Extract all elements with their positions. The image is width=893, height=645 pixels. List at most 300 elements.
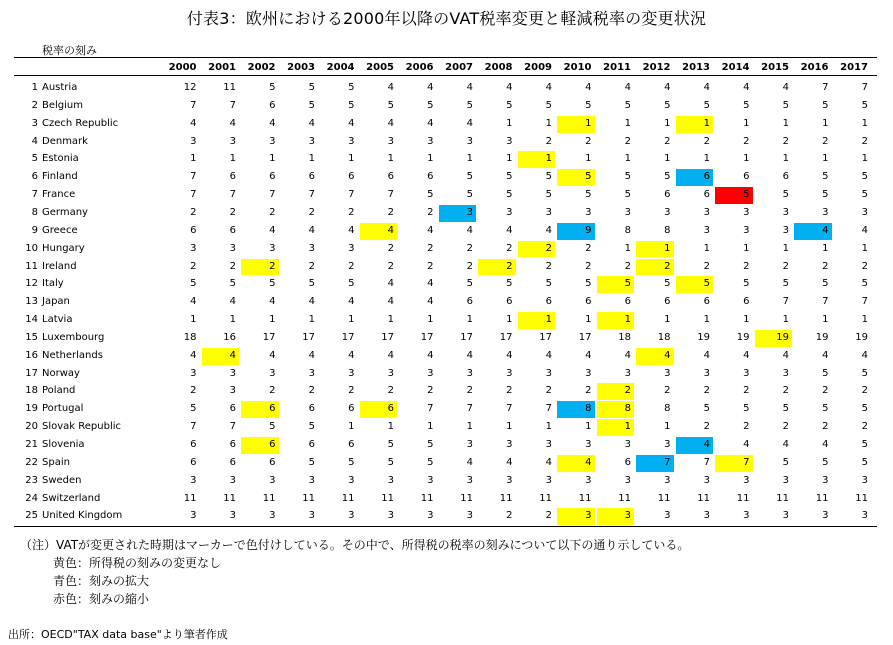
rate-step-cell: 5 [861,367,868,379]
rate-step-cell: 5 [545,171,552,183]
rate-step-cell: 4 [308,349,315,361]
rate-step-cell: 19 [736,331,750,343]
rate-step-cell: 4 [308,117,315,129]
rate-step-cell: 11 [183,492,197,504]
rate-step-cell: 1 [624,117,631,129]
rate-step-cell: 5 [822,189,829,201]
rate-step-cell: 4 [190,117,197,129]
rate-step-cell: 5 [269,82,276,93]
rate-step-cell: 5 [624,99,631,111]
rate-step-cell: 1 [506,153,513,165]
rate-step-cell: 5 [427,439,434,450]
rate-step-cell: 4 [348,349,355,361]
rate-step-cell: 1 [703,153,710,165]
rate-step-cell: 3 [743,367,750,379]
rate-step-cell: 2 [308,385,315,397]
rate-step-cell: 5 [466,171,473,183]
rate-step-cell-marked: 4 [794,223,832,240]
rate-step-cell: 2 [743,421,750,433]
year-header: 2004 [326,62,355,73]
rate-step-cell: 1 [427,421,434,433]
rate-step-cell: 7 [427,403,434,415]
rate-step-cell: 6 [190,456,197,468]
rate-step-cell: 11 [855,492,868,504]
rate-step-cell: 3 [190,135,197,147]
rate-step-cell: 5 [703,403,710,415]
rate-step-cell: 6 [348,439,355,450]
rate-step-cell: 1 [743,117,750,129]
rate-step-cell-marked: 4 [557,455,595,472]
rate-step-cell: 3 [782,474,789,486]
rate-step-cell: 2 [743,135,750,147]
rate-step-cell: 3 [624,439,631,450]
rate-step-cell: 1 [427,153,434,165]
rate-step-cell: 1 [585,314,592,326]
rate-step-cell: 1 [190,314,197,326]
rate-step-cell: 2 [585,385,592,397]
rate-step-cell: 4 [506,349,513,361]
rate-step-cell: 4 [308,296,315,308]
rate-step-cell: 3 [861,206,868,218]
rate-step-cell: 3 [703,474,710,486]
rate-step-cell: 1 [348,314,355,326]
rate-step-cell: 7 [466,403,473,415]
rate-step-cell: 4 [664,82,671,93]
rate-step-cell: 11 [657,492,671,504]
rate-step-cell: 1 [506,314,513,326]
rate-step-cell-marked: 19 [755,330,793,347]
rate-step-cell-marked: 5 [676,276,714,293]
rate-step-cell: 6 [269,456,276,468]
rate-step-cell: 5 [822,171,829,183]
rate-step-cell: 7 [545,403,552,415]
rate-step-cell: 2 [506,385,513,397]
year-header: 2002 [247,62,276,73]
rate-step-cell: 6 [308,171,315,183]
rate-step-cell: 5 [269,421,276,433]
rate-step-cell: 1 [782,153,789,165]
rate-step-cell: 6 [190,224,197,236]
rate-step-cell: 3 [427,367,434,379]
rate-step-cell: 2 [703,135,710,147]
rate-step-cell: 4 [466,456,473,468]
row-number: 7 [31,189,38,201]
rate-step-cell: 4 [190,349,197,361]
rate-step-cell: 18 [618,331,631,343]
rate-step-cell: 3 [190,367,197,379]
year-header: 2013 [682,62,710,73]
country-name: Slovak Republic [42,421,121,433]
rate-step-cell: 3 [703,510,710,522]
rate-step-cell: 7 [861,82,868,93]
rate-step-cell: 2 [190,385,197,397]
country-name: Spain [42,456,70,468]
rate-step-cell: 3 [861,474,868,486]
rate-step-cell: 7 [348,189,355,201]
rate-step-cell: 1 [348,153,355,165]
rate-step-cell: 1 [229,153,236,165]
rate-step-cell: 1 [861,117,868,129]
rate-step-cell: 5 [861,189,868,201]
rate-step-cell: 2 [743,260,750,272]
rate-step-cell: 5 [348,82,355,93]
rate-step-cell: 1 [861,153,868,165]
rate-step-cell-marked: 7 [715,455,753,472]
rate-step-cell: 3 [506,135,513,147]
rate-step-cell: 3 [664,510,671,522]
rate-step-cell: 11 [420,492,434,504]
rate-step-cell: 2 [624,260,631,272]
year-header: 2001 [208,62,236,73]
rate-step-cell: 1 [703,242,710,254]
rate-step-cell: 2 [545,260,552,272]
rate-step-cell: 17 [381,331,394,343]
rate-step-cell: 2 [506,242,513,254]
country-name: Czech Republic [42,117,119,129]
rate-step-cell: 1 [229,314,236,326]
rate-step-cell: 2 [861,135,868,147]
rate-step-cell: 2 [545,510,552,522]
rate-step-cell: 1 [585,153,592,165]
rate-step-cell: 17 [578,331,592,343]
rate-step-cell: 4 [506,456,513,468]
rate-step-cell: 6 [624,296,631,308]
country-name: Portugal [42,403,84,415]
rate-step-cell: 6 [269,99,276,111]
rate-step-cell: 5 [782,456,789,468]
rate-step-cell: 11 [776,492,789,504]
rate-step-cell: 5 [506,278,513,290]
country-name: Finland [42,171,78,183]
rate-step-cell: 2 [861,260,868,272]
rate-step-cell: 5 [545,99,552,111]
rate-step-cell: 5 [545,189,552,201]
rate-step-cell: 4 [427,82,434,93]
rate-step-cell: 1 [387,153,394,165]
rate-step-cell: 8 [624,224,631,236]
rate-step-cell: 6 [348,171,355,183]
rate-step-cell: 11 [618,492,631,504]
rate-step-cell: 3 [427,510,434,522]
rate-step-cell: 3 [348,510,355,522]
rate-step-cell: 2 [308,260,315,272]
rate-step-cell: 3 [743,206,750,218]
rate-step-cell: 17 [539,331,552,343]
rate-step-cell: 4 [387,117,394,129]
rate-step-cell: 3 [703,224,710,236]
rate-step-cell: 2 [427,260,434,272]
rate-step-cell: 1 [664,153,671,165]
rate-step-cell: 4 [269,349,276,361]
rate-step-cell: 4 [466,224,473,236]
rate-step-cell: 2 [545,135,552,147]
rate-step-cell: 2 [822,385,829,397]
rate-step-cell: 2 [387,242,394,254]
rate-step-cell: 4 [387,296,394,308]
rate-step-cell: 7 [308,189,315,201]
country-name: Sweden [42,474,82,486]
rate-step-cell: 3 [585,206,592,218]
rate-step-cell: 2 [348,385,355,397]
rate-step-cell: 11 [736,492,750,504]
rate-step-cell: 4 [387,82,394,93]
rate-step-cell: 4 [427,278,434,290]
rate-step-cell: 3 [664,206,671,218]
rate-step-cell: 5 [782,403,789,415]
rate-step-cell: 11 [302,492,315,504]
rate-step-cell-marked: 4 [360,223,398,240]
rate-step-cell: 4 [348,117,355,129]
rate-step-cell: 6 [664,189,671,201]
rate-step-cell: 5 [664,171,671,183]
rate-step-cell: 1 [822,314,829,326]
rate-step-cell: 3 [190,242,197,254]
rate-step-cell: 1 [348,421,355,433]
rate-step-cell: 3 [624,367,631,379]
year-header: 2010 [563,62,592,73]
rate-step-cell: 4 [308,224,315,236]
rate-step-cell: 5 [782,278,789,290]
row-number: 13 [25,296,38,308]
rate-step-cell: 3 [861,510,868,522]
rate-step-cell: 3 [229,510,236,522]
country-name: Ireland [42,260,77,272]
rate-step-cell: 5 [466,99,473,111]
rate-step-cell: 5 [308,421,315,433]
rate-step-cell: 5 [782,189,789,201]
rate-step-cell: 6 [229,171,236,183]
year-header: 2012 [642,62,671,73]
rate-step-cell: 5 [190,278,197,290]
rate-step-cell-marked: 5 [715,187,753,204]
rate-step-cell: 2 [782,135,789,147]
row-number: 9 [31,224,38,236]
rate-step-cell: 11 [499,492,513,504]
country-name: Denmark [42,135,88,147]
notes [20,536,689,608]
rate-step-cell: 4 [427,117,434,129]
rate-step-cell: 5 [861,99,868,111]
rate-step-cell: 2 [229,260,236,272]
rate-step-cell: 17 [499,331,513,343]
rate-step-cell: 2 [387,385,394,397]
note-yellow: 黄色：所得税の刻みの変更なし [53,556,222,570]
rate-step-cell: 3 [506,367,513,379]
rate-step-cell: 4 [427,349,434,361]
rate-step-cell: 2 [466,260,473,272]
rate-step-cell: 16 [223,331,236,343]
rate-step-cell: 6 [308,403,315,415]
rate-step-cell: 4 [703,82,710,93]
rate-step-cell: 5 [229,278,236,290]
rate-step-cell: 3 [624,206,631,218]
rate-step-cell: 2 [585,135,592,147]
rate-step-cell: 17 [460,331,473,343]
rate-step-cell: 4 [466,349,473,361]
rate-step-cell: 4 [466,82,473,93]
rate-step-cell: 2 [861,385,868,397]
rate-step-cell: 4 [348,296,355,308]
rate-step-cell: 4 [545,82,552,93]
rate-step-cell: 2 [822,135,829,147]
rate-step-cell: 4 [545,224,552,236]
rate-step-cell: 4 [269,117,276,129]
rate-step-cell: 3 [743,510,750,522]
year-header: 2006 [405,62,434,73]
rate-step-cell: 2 [466,242,473,254]
rate-step-cell: 5 [861,278,868,290]
rate-step-cell: 3 [348,242,355,254]
table-rule [14,57,877,58]
rate-step-cell: 19 [815,331,829,343]
rate-step-cell: 7 [190,421,197,433]
rate-step-cell: 4 [229,296,236,308]
rate-step-cell: 2 [822,260,829,272]
rate-step-cell: 3 [269,474,276,486]
rate-step-cell: 5 [427,189,434,201]
year-header: 2015 [761,62,789,73]
country-name: Netherlands [42,349,103,361]
rate-step-cell: 3 [190,510,197,522]
rate-step-cell: 3 [545,474,552,486]
rate-step-cell: 1 [743,153,750,165]
rate-step-cell-marked: 1 [597,312,635,329]
rate-step-cell: 1 [743,314,750,326]
rate-step-cell: 11 [223,492,236,504]
rate-step-cell: 19 [855,331,868,343]
rate-step-cell: 2 [782,260,789,272]
rate-step-cell: 3 [822,474,829,486]
rate-step-cell: 17 [420,331,434,343]
rate-step-cell: 4 [190,296,197,308]
rate-step-cell: 4 [782,439,789,450]
rate-step-cell: 3 [348,135,355,147]
rate-step-cell: 7 [387,189,394,201]
rate-step-cell: 3 [466,135,473,147]
rate-step-cell: 3 [822,206,829,218]
rate-step-cell: 4 [743,349,750,361]
rate-step-cell: 2 [624,135,631,147]
rate-step-cell-marked: 2 [636,259,674,276]
rate-step-cell: 2 [269,385,276,397]
rate-step-cell: 5 [861,439,868,450]
rate-step-cell: 5 [782,99,789,111]
rate-step-cell: 3 [506,474,513,486]
row-number: 1 [31,82,38,93]
year-header: 2014 [721,62,750,73]
rate-step-cell: 3 [585,367,592,379]
rate-step-cell: 3 [545,439,552,450]
rate-step-cell: 17 [262,331,276,343]
rate-step-cell: 18 [183,331,197,343]
rate-step-cell: 11 [815,492,829,504]
country-name: Norway [42,367,80,379]
country-name: Switzerland [42,492,101,504]
rate-step-cell: 2 [703,421,710,433]
country-name: Luxembourg [42,331,105,343]
rate-step-cell: 3 [466,510,473,522]
rate-step-cell: 4 [743,82,750,93]
rate-step-cell: 2 [427,242,434,254]
rate-step-cell: 1 [861,242,868,254]
rate-step-cell: 5 [269,278,276,290]
rate-step-cell-marked: 2 [241,259,279,276]
rate-step-cell: 5 [348,99,355,111]
row-number: 15 [25,331,38,343]
rate-step-cell: 6 [743,296,750,308]
rate-step-cell: 1 [585,421,592,433]
rate-step-cell: 3 [822,510,829,522]
rate-step-cell: 3 [269,510,276,522]
rate-step-cell: 6 [229,224,236,236]
rate-step-cell: 3 [387,135,394,147]
rate-step-cell: 7 [229,99,236,111]
rate-step-cell: 2 [664,135,671,147]
rate-step-cell: 3 [782,224,789,236]
rate-step-cell: 3 [427,135,434,147]
rate-step-cell: 3 [466,474,473,486]
rate-step-cell: 2 [269,206,276,218]
rate-step-cell: 7 [861,296,868,308]
rate-step-cell: 6 [743,171,750,183]
rate-step-cell: 1 [822,242,829,254]
rate-step-cell: 1 [822,153,829,165]
rate-step-cell: 1 [782,117,789,129]
rate-step-cell: 3 [229,367,236,379]
rate-step-cell: 5 [703,99,710,111]
rate-step-cell: 4 [624,82,631,93]
row-number: 3 [31,117,38,129]
rate-step-cell: 11 [223,82,236,93]
rate-step-cell: 6 [703,296,710,308]
rate-step-cell: 8 [664,403,671,415]
rate-step-cell: 4 [387,349,394,361]
rate-step-cell: 4 [782,82,789,93]
rate-step-cell: 1 [624,153,631,165]
rate-step-cell: 5 [743,99,750,111]
rate-step-cell: 4 [585,349,592,361]
rate-step-cell: 4 [269,296,276,308]
rate-step-cell: 5 [348,456,355,468]
rate-step-cell: 3 [348,474,355,486]
rate-step-cell: 6 [229,456,236,468]
rate-step-cell-marked: 1 [518,151,556,168]
rate-step-cell: 6 [190,439,197,450]
rate-step-cell: 11 [341,492,355,504]
country-name: Slovenia [42,439,85,450]
row-number: 16 [25,349,38,361]
rate-step-cell: 3 [782,367,789,379]
rate-step-cell: 2 [585,242,592,254]
row-number: 23 [25,474,38,486]
rate-step-cell: 4 [506,224,513,236]
country-name: Austria [42,82,78,93]
rate-step-cell: 2 [308,206,315,218]
row-number: 4 [31,135,38,147]
rate-step-cell: 1 [782,242,789,254]
rate-step-cell: 2 [782,421,789,433]
rate-step-cell: 1 [506,421,513,433]
rate-step-cell: 2 [190,206,197,218]
row-number: 6 [31,171,38,183]
rate-step-cell: 3 [506,206,513,218]
rate-step-cell: 5 [822,456,829,468]
rate-step-cell: 11 [539,492,552,504]
rate-step-cell: 5 [348,278,355,290]
rate-step-cell: 3 [427,474,434,486]
year-header: 2016 [800,62,829,73]
row-number: 17 [25,367,38,379]
